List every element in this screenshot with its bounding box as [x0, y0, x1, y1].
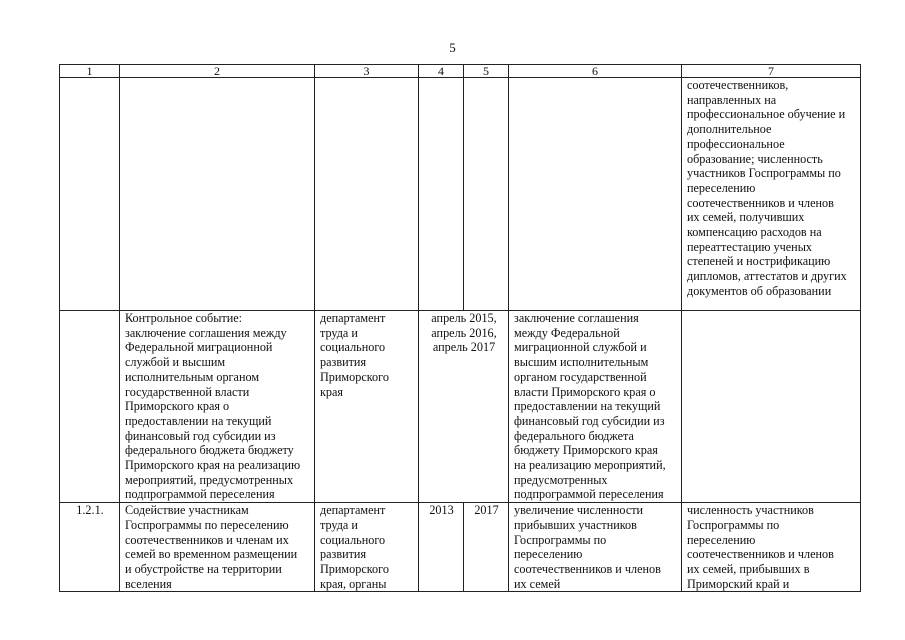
cell-measure: Контрольное событие: заключение соглашения между Федеральной миграционной службой и высшим исполнительным органом государственной власти Приморского края о предоставлении на текущий финансовый год субсидии из федерального бюджета бюджету Приморского края на реализацию мероприятий, предусмотренных подпрограммой переселения [120, 311, 315, 503]
cell-start [419, 78, 464, 311]
cell-result: заключение соглашения между Федеральной миграционной службой и высшим исполнительным органом государственной власти Приморского края о предоставлении на текущий финансовый год субсидии из федерального бюджета бюджету Приморского края на реализацию мероприятий, предусмотренных подпрограммой переселения [509, 311, 682, 503]
cell-item-number [60, 311, 120, 503]
column-number-2: 2 [120, 65, 315, 78]
cell-executor: департамент труда и социального развития Приморского края [315, 311, 419, 503]
cell-end: 2017 [464, 503, 509, 592]
cell-indicator [682, 311, 861, 503]
cell-measure: Содействие участникам Госпрограммы по переселению соотечественников и членам их семей во временном размещении и обустройстве на территории вселения [120, 503, 315, 592]
measures-table [59, 64, 861, 592]
column-number-3: 3 [315, 65, 419, 78]
cell-end [464, 78, 509, 311]
cell-indicator: численность участников Госпрограммы по переселению соотечественников и членов их семей, прибывших в Приморский край и [682, 503, 861, 592]
table-row [60, 78, 861, 311]
table-row [60, 503, 861, 592]
page-number: 5 [449, 40, 456, 55]
cell-result: увеличение численности прибывших участников Госпрограммы по переселению соотечественников и членов их семей [509, 503, 682, 592]
cell-deadline: апрель 2015, апрель 2016, апрель 2017 [419, 311, 509, 503]
column-number-1: 1 [60, 65, 120, 78]
column-number-5: 5 [464, 65, 509, 78]
cell-start: 2013 [419, 503, 464, 592]
table-row [60, 311, 861, 503]
column-number-7: 7 [682, 65, 861, 78]
column-number-6: 6 [509, 65, 682, 78]
cell-measure [120, 78, 315, 311]
column-number-4: 4 [419, 65, 464, 78]
cell-indicator: соотечественников, направленных на профессиональное обучение и дополнительное профессиональное образование; численность участников Госпрограммы по переселению соотечественников и членов их семей, получивших компенсацию расходов на переаттестацию ученых степеней и нострификацию дипломов, аттестатов и других документов об образовании [682, 78, 861, 311]
cell-item-number [60, 78, 120, 311]
cell-item-number: 1.2.1. [60, 503, 120, 592]
cell-executor [315, 78, 419, 311]
cell-result [509, 78, 682, 311]
cell-executor: департамент труда и социального развития Приморского края, органы [315, 503, 419, 592]
table-header-row [60, 65, 861, 78]
